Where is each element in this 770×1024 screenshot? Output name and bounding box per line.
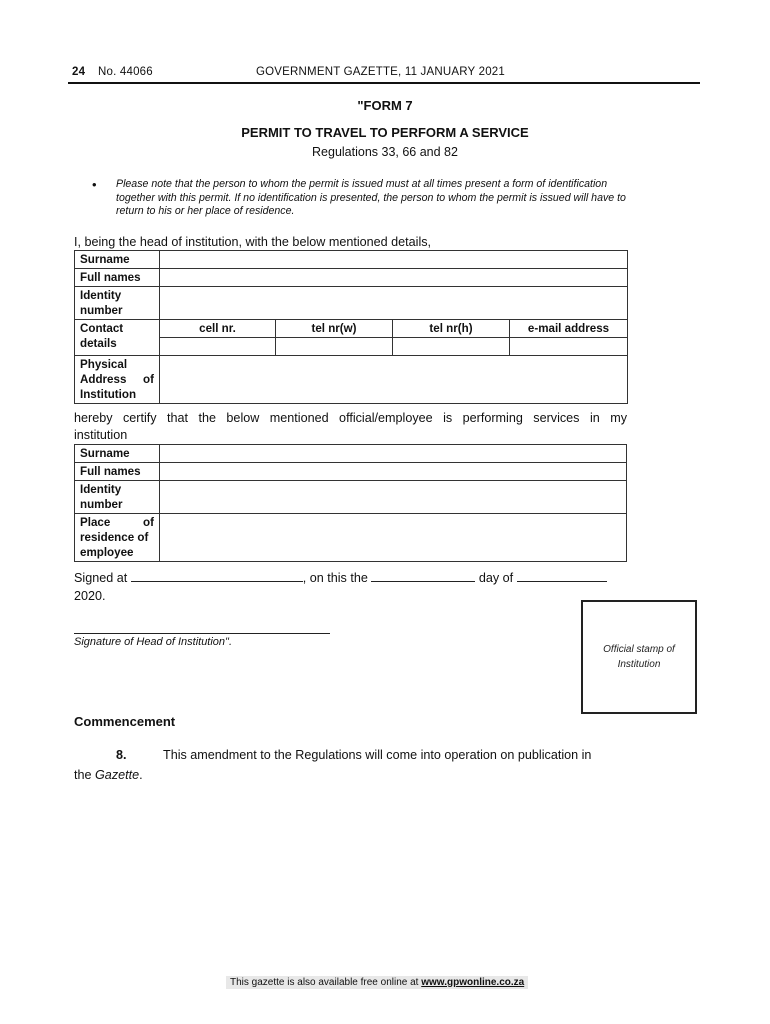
footer-text: This gazette is also available free online at — [230, 977, 422, 988]
employee-residence-label — [75, 514, 160, 562]
intro-text: I, being the head of institution, with the below mentioned details, — [74, 235, 432, 249]
identity-label-line1: Identity — [80, 289, 122, 302]
employee-identity-field[interactable] — [160, 481, 627, 514]
physical-label-word: of — [143, 373, 154, 386]
stamp-caption-line2: Institution — [617, 659, 661, 670]
footer-link[interactable]: www.gpwonline.co.za — [421, 977, 525, 988]
form-number: "FORM 7 — [357, 98, 413, 113]
physical-label-word: Address — [80, 373, 127, 386]
full-names-field[interactable] — [160, 269, 628, 287]
employee-surname-label: Surname — [75, 445, 160, 463]
contact-label-line1: Contact — [80, 322, 124, 335]
year-text: 2020. — [74, 589, 106, 603]
certify-text-line1: hereby certify that the below mentioned official/employee is performing services in my — [74, 411, 627, 425]
contact-label — [75, 320, 160, 356]
cell-header: cell nr. — [160, 320, 276, 338]
employee-residence-field[interactable] — [160, 514, 627, 562]
identity-field[interactable] — [160, 287, 628, 320]
permit-note: Please note that the person to whom the permit is issued must at all times present a form of identification together with this permit. If no identification is presented, the person to whom the permit is issued will have to return to his or her place of residence. — [116, 178, 626, 217]
table-row — [75, 356, 628, 404]
commencement-heading: Commencement — [74, 714, 176, 729]
table-row — [75, 287, 628, 320]
employee-identity-label — [75, 481, 160, 514]
gazette-italic: Gazette — [95, 768, 140, 782]
header-rule — [68, 82, 700, 84]
commencement-text-line1: This amendment to the Regulations will come into operation on publication in — [163, 748, 592, 762]
tel-h-field[interactable] — [393, 338, 510, 356]
residence-label-line1 — [80, 515, 154, 530]
tel-w-header: tel nr(w) — [276, 320, 393, 338]
footer-note — [226, 976, 528, 989]
identity-label — [75, 287, 160, 320]
stamp-caption-line1: Official stamp of — [603, 644, 675, 655]
on-this-the-label: , on this the — [302, 571, 368, 585]
table-row — [75, 463, 627, 481]
employee-full-names-field[interactable] — [160, 463, 627, 481]
residence-label-word: Place — [80, 516, 111, 529]
table-row — [75, 251, 628, 269]
section-number: 8. — [116, 748, 127, 762]
physical-address-field[interactable] — [160, 356, 628, 404]
signed-line — [74, 571, 630, 585]
note-bullet: • — [92, 177, 97, 192]
table-row — [75, 514, 627, 562]
signed-at-label: Signed at — [74, 571, 128, 585]
official-stamp-box — [581, 600, 697, 714]
table-row — [75, 481, 627, 514]
commencement-text-part: . — [139, 768, 143, 782]
day-of-label: day of — [478, 571, 514, 585]
employee-identity-line1: Identity — [80, 483, 122, 496]
table-row — [75, 269, 628, 287]
tel-w-field[interactable] — [276, 338, 393, 356]
contact-label-line2: details — [80, 337, 117, 350]
physical-label-line1: Physical — [80, 358, 128, 371]
email-header: e-mail address — [510, 320, 628, 338]
physical-label-line2 — [80, 372, 154, 387]
commencement-text-part: the — [74, 768, 96, 782]
physical-address-label — [75, 356, 160, 404]
identity-label-line2: number — [80, 304, 123, 317]
gazette-number: No. 44066 — [98, 66, 153, 78]
stamp-caption — [583, 642, 695, 672]
employee-identity-line2: number — [80, 498, 123, 511]
physical-label-line3: Institution — [80, 388, 137, 401]
residence-label-line2: residence of — [80, 531, 149, 544]
table-row — [75, 445, 627, 463]
form-regulations: Regulations 33, 66 and 82 — [312, 145, 458, 159]
employee-details-table — [74, 444, 627, 562]
cell-field[interactable] — [160, 338, 276, 356]
surname-label: Surname — [75, 251, 160, 269]
signature-line[interactable] — [74, 633, 330, 634]
tel-h-header: tel nr(h) — [393, 320, 510, 338]
email-field[interactable] — [510, 338, 628, 356]
signed-at-blank[interactable] — [131, 581, 303, 582]
residence-label-line3: employee — [80, 546, 134, 559]
residence-label-word: of — [143, 516, 154, 529]
table-row — [75, 320, 628, 338]
signature-label: Signature of Head of Institution". — [74, 636, 233, 648]
employee-surname-field[interactable] — [160, 445, 627, 463]
day-blank[interactable] — [371, 581, 475, 582]
commencement-text-line2 — [74, 768, 143, 782]
certify-text-line2: institution — [74, 428, 128, 442]
gazette-title: GOVERNMENT GAZETTE, 11 JANUARY 2021 — [256, 66, 505, 78]
form-title: PERMIT TO TRAVEL TO PERFORM A SERVICE — [241, 125, 529, 140]
full-names-label: Full names — [75, 269, 160, 287]
month-blank[interactable] — [517, 581, 607, 582]
head-details-table — [74, 250, 628, 404]
page-number: 24 — [72, 66, 86, 78]
employee-full-names-label: Full names — [75, 463, 160, 481]
surname-field[interactable] — [160, 251, 628, 269]
